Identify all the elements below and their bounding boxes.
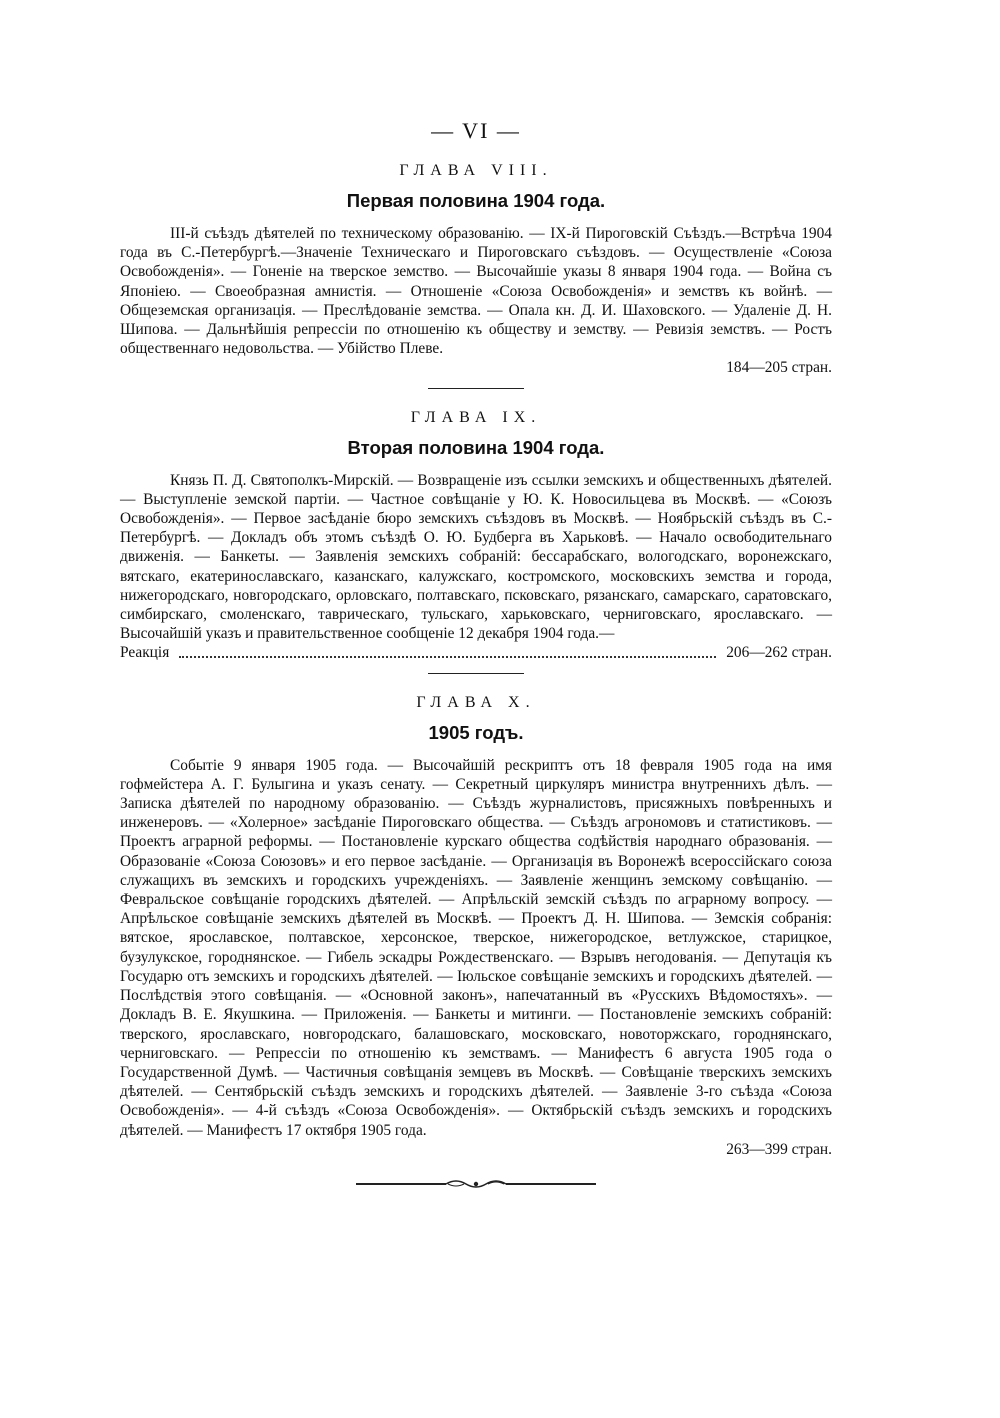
chapter-title: Вторая половина 1904 года. — [347, 436, 605, 458]
chapter-label: ГЛАВА X. — [416, 693, 536, 711]
chapter-pages: 206—262 стран. — [726, 644, 832, 662]
chapter-pages-line — [120, 643, 832, 662]
section-divider — [428, 388, 524, 389]
section-divider — [428, 673, 524, 674]
chapter-summary-tail: Реакція — [120, 644, 170, 662]
chapter-label: ГЛАВА VIII. — [399, 162, 553, 179]
chapter-x — [120, 694, 832, 1159]
chapter-summary: III-й съѣздъ дѣятелей по техническому образованію. — IX-й Пироговскій Съѣздъ.—Встрѣча 1904 года въ С.-Петербургѣ.—Значеніе Техническаго и Пироговскаго съѣздовъ. — Осуществленіе «Союза Освобожденія». — Гоненіе на тверское земство. — Высочайшіе указы 8 января 1904 года. — Война съ Японіею. — Своеобразная амнистія. — Отношеніе «Союза Освобожденія» и земствъ къ войнѣ. — Общеземская организація. — Преслѣдованіе земства. — Опала кн. Д. И. Шаховского. — Удаленіе Д. Н. Шипова. — Дальнѣйшія репрессіи по отношенію къ обществу и земству. — Ревизія земствъ. — Ростъ общественнаго недовольства. — Убійство Плеве. — [120, 225, 832, 358]
dot-leader — [179, 643, 716, 657]
chapter-summary: Событіе 9 января 1905 года. — Высочайшій рескриптъ отъ 18 февраля 1905 года на имя гофмейстера А. Г. Булыгина и указъ сенату. — Секретный циркуляръ министра внутреннихъ дѣлъ. — Записка дѣятелей по народному образованію. — Съѣздъ журналистовъ, присяжныхъ повѣренныхъ и инженеровъ. — «Холерное» засѣданіе Пироговскаго общества. — Съѣздъ агрономовъ и статистиковъ. — Проектъ аграрной реформы. — Постановленіе курскаго общества содѣйствія народнаго образованія. — Образованіе «Союза Союзовъ» и его первое засѣданіе. — Организація въ Воронежѣ всероссійскаго союза служащихъ въ земскихъ и городскихъ учрежденіяхъ. — Заявленіе женщинъ земскому совѣщанію. — Февральское совѣщаніе городскихъ дѣятелей. — Апрѣльскій земскій съѣздъ по аграрному вопросу. — Апрѣльское совѣщаніе земскихъ дѣятелей въ Москвѣ. — Проектъ Д. Н. Шипова. — Земскія собранія: вятское, ярославское, полтавское, херсонское, тверское, нижегородское, ветлужское, старицкое, бузулукское, городнянское. — Гибель эскадры Рождественскаго. — Взрывъ негодованія. — Депутація къ Государю отъ земскихъ и городскихъ дѣятелей. — Іюльское совѣщаніе земскихъ и городскихъ дѣятелей. — Послѣдствія этого совѣщанія. — «Основной законъ», напечатанный въ «Русскихъ Вѣдомостяхъ». — Докладъ В. Е. Якушкина. — Приложенія. — Банкеты и митинги. — Постановленіе земскихъ собраній: тверского, ярославскаго, новгородскаго, балашовскаго, московскаго, новоторжскаго, городнянскаго, черниговскаго. — Репрессіи по отношенію къ земствамъ. — Манифестъ 6 августа 1905 года о Государственной Думѣ. — Частичныя совѣщанія земцевъ въ Москвѣ. — Совѣщаніе тверскихъ земскихъ дѣятелей. — Сентябрьскій съѣздъ земскихъ и городскихъ дѣятелей. — Заявленіе 3-го съѣзда «Союза Освобожденія». — 4-й съѣздъ «Союза Освобожденія». — Октябрьскій съѣздъ земскихъ и городскихъ дѣятелей. — Манифестъ 17 октября 1905 года. — [120, 756, 832, 1139]
end-ornament-icon — [356, 1177, 596, 1191]
chapter-title: 1905 годъ. — [428, 721, 524, 743]
chapter-pages: 184—205 стран. — [726, 359, 832, 377]
chapter-label: ГЛАВА IX. — [410, 408, 542, 426]
page-content — [120, 118, 832, 1191]
chapter-summary: Князь П. Д. Святополкъ-Мирскій. — Возвращеніе изъ ссылки земскихъ и общественныхъ дѣятелей. — Выступленіе земской партіи. — Частное совѣщаніе у Ю. К. Новосильцева въ Москвѣ. — «Союзъ Освобожденія». — Первое засѣданіе бюро земскихъ съѣздовъ въ Москвѣ. — Ноябрьскій съѣздъ въ С.-Петербургѣ. — Докладъ объ этомъ съѣздѣ О. Ю. Будберга въ Харьковѣ. — Начало освободительнаго движенія. — Банкеты. — Заявленія земскихъ собраній: бессарабскаго, вологодскаго, воронежскаго, вятскаго, екатеринославскаго, казанскаго, калужскаго, костромского, московскихъ земства и города, нижегородскаго, новгородскаго, орловскаго, полтавскаго, псковскаго, рязанскаго, самарскаго, саратовскаго, симбирскаго, смоленскаго, таврическаго, тульскаго, харьковскаго, черниговскаго, ярославскаго. — Высочайшій указъ и правительственное сообщеніе 12 декабря 1904 года.— — [120, 471, 832, 643]
chapter-pages: 263—399 стран. — [726, 1140, 832, 1158]
chapter-title: Первая половина 1904 года. — [346, 190, 606, 211]
chapter-viii — [120, 162, 832, 378]
page-number: — VI — — [431, 118, 521, 143]
chapter-ix — [120, 409, 832, 663]
